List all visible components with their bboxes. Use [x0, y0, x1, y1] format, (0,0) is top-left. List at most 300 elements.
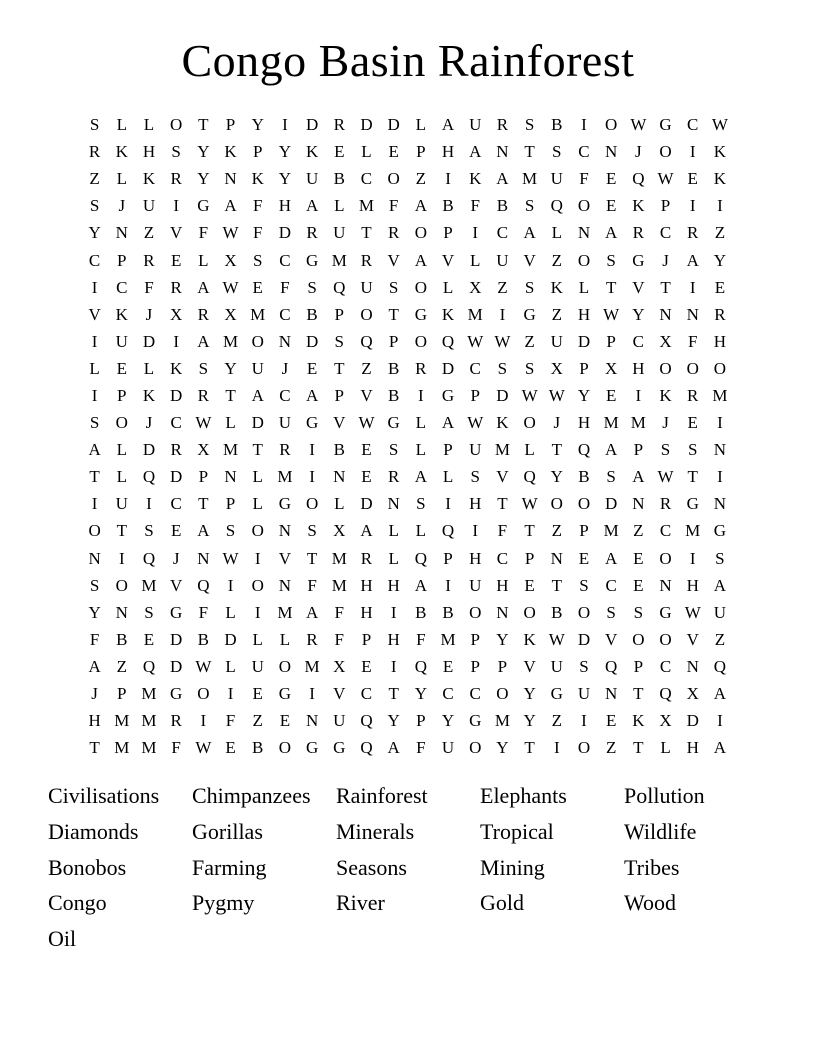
grid-letter: K	[251, 169, 264, 189]
grid-letter: A	[605, 548, 618, 568]
grid-letter: R	[387, 467, 400, 487]
grid-letter: R	[306, 223, 318, 243]
grid-letter: I	[445, 169, 451, 189]
grid-letter: J	[662, 250, 669, 270]
grid-letter: K	[170, 358, 183, 378]
grid-letter: S	[524, 196, 535, 216]
grid-letter: G	[170, 684, 183, 704]
grid-letter: E	[225, 738, 236, 758]
grid-letter: R	[687, 223, 699, 243]
grid-letter: Y	[88, 602, 101, 622]
grid-letter: Z	[415, 169, 427, 189]
grid-letter: T	[225, 385, 236, 405]
grid-letter: Q	[441, 521, 455, 541]
grid-letter: L	[225, 602, 236, 622]
grid-letter: G	[469, 711, 482, 731]
grid-letter: B	[252, 738, 264, 758]
grid-letter: C	[578, 142, 590, 162]
grid-letter: R	[415, 358, 427, 378]
grid-letter: Q	[142, 548, 156, 568]
grid-letter: M	[494, 711, 510, 731]
grid-letter: D	[686, 711, 699, 731]
grid-letter: A	[88, 656, 101, 676]
grid-letter: O	[686, 358, 699, 378]
grid-letter: M	[603, 413, 619, 433]
grid-letter: D	[170, 385, 183, 405]
grid-letter: C	[360, 169, 373, 189]
grid-letter: K	[713, 142, 727, 162]
grid-letter: E	[279, 711, 291, 731]
grid-letter: G	[387, 413, 400, 433]
grid-letter: G	[197, 196, 210, 216]
grid-letter: T	[524, 142, 535, 162]
grid-letter: R	[360, 250, 373, 270]
grid-letter: D	[496, 385, 509, 405]
grid-letter: P	[633, 656, 644, 676]
grid-letter: W	[521, 385, 538, 405]
grid-letter: Q	[550, 196, 563, 216]
grid-letter: S	[524, 277, 535, 297]
grid-letter: X	[333, 656, 346, 676]
grid-letter: W	[657, 467, 674, 487]
grid-letter: A	[197, 521, 210, 541]
grid-letter: Q	[605, 656, 618, 676]
grid-letter: G	[278, 494, 292, 514]
grid-letter: S	[307, 521, 317, 541]
grid-letter: R	[333, 115, 345, 135]
grid-letter: Y	[224, 358, 237, 378]
grid-letter: K	[550, 277, 563, 297]
grid-letter: Q	[577, 440, 591, 460]
grid-letter: M	[277, 602, 293, 622]
grid-letter: E	[361, 656, 372, 676]
grid-letter: Z	[551, 521, 562, 541]
grid-letter: X	[550, 358, 563, 378]
grid-letter: O	[659, 358, 672, 378]
grid-letter: E	[442, 656, 454, 676]
grid-letter: I	[717, 196, 723, 216]
grid-letter: B	[551, 602, 563, 622]
grid-letter: K	[632, 196, 645, 216]
grid-letter: J	[118, 196, 126, 216]
grid-letter: S	[497, 358, 508, 378]
grid-letter: F	[687, 331, 698, 351]
grid-letter: P	[606, 331, 616, 351]
grid-letter: W	[358, 413, 375, 433]
word-list-item: Mining	[480, 854, 545, 880]
grid-letter: J	[635, 142, 642, 162]
grid-letter: L	[143, 115, 155, 135]
grid-letter: V	[686, 629, 699, 649]
grid-letter: W	[222, 223, 239, 243]
grid-letter: Z	[551, 711, 562, 731]
grid-letter: T	[198, 494, 209, 514]
grid-letter: S	[388, 277, 399, 297]
grid-letter: E	[306, 358, 318, 378]
grid-letter: H	[441, 142, 455, 162]
grid-letter: G	[305, 413, 319, 433]
grid-letter: P	[361, 629, 372, 649]
word-list-item: Civilisations	[48, 783, 160, 809]
grid-letter: O	[713, 358, 727, 378]
grid-letter: D	[170, 656, 183, 676]
grid-letter: X	[224, 250, 237, 270]
grid-letter: Q	[414, 548, 427, 568]
grid-letter: F	[225, 711, 236, 731]
grid-letter: U	[550, 331, 563, 351]
grid-letter: D	[142, 440, 156, 460]
grid-letter: O	[115, 575, 128, 595]
grid-letter: N	[686, 656, 699, 676]
grid-letter: J	[281, 358, 289, 378]
grid-letter: G	[659, 602, 672, 622]
grid-letter: C	[496, 223, 509, 243]
grid-letter: I	[282, 115, 288, 135]
grid-letter: Z	[714, 629, 726, 649]
grid-letter: L	[252, 629, 263, 649]
grid-letter: S	[579, 575, 589, 595]
grid-letter: Z	[551, 304, 562, 324]
grid-letter: S	[687, 440, 698, 460]
grid-letter: E	[143, 629, 155, 649]
grid-letter: S	[552, 142, 562, 162]
grid-letter: D	[224, 629, 237, 649]
grid-letter: V	[88, 304, 101, 324]
grid-letter: E	[361, 467, 372, 487]
grid-letter: V	[170, 575, 183, 595]
grid-letter: R	[659, 494, 672, 514]
grid-letter: F	[470, 196, 480, 216]
grid-letter: G	[305, 250, 319, 270]
grid-letter: M	[467, 304, 483, 324]
grid-letter: T	[116, 521, 127, 541]
grid-letter: Q	[197, 575, 210, 595]
grid-letter: T	[361, 223, 372, 243]
grid-letter: K	[632, 711, 645, 731]
grid-letter: E	[605, 196, 617, 216]
grid-letter: T	[687, 467, 698, 487]
grid-letter: V	[387, 250, 400, 270]
grid-letter: S	[606, 467, 616, 487]
grid-letter: L	[89, 358, 100, 378]
grid-letter: O	[577, 494, 591, 514]
grid-letter: Y	[632, 304, 645, 324]
grid-letter: I	[689, 142, 696, 162]
grid-letter: Q	[414, 656, 427, 676]
grid-letter: O	[414, 331, 427, 351]
grid-letter: I	[91, 331, 98, 351]
grid-letter: I	[717, 711, 723, 731]
grid-letter: U	[713, 602, 727, 622]
grid-letter: A	[360, 521, 373, 541]
grid-letter: Z	[551, 250, 562, 270]
grid-letter: I	[254, 602, 261, 622]
grid-letter: U	[441, 738, 455, 758]
grid-letter: L	[524, 440, 535, 460]
grid-letter: I	[254, 548, 261, 568]
grid-letter: D	[360, 494, 373, 514]
grid-letter: Q	[142, 467, 156, 487]
grid-letter: H	[88, 711, 101, 731]
word-list-item: Seasons	[336, 854, 407, 880]
grid-letter: P	[388, 331, 399, 351]
grid-letter: S	[252, 250, 263, 270]
grid-letter: A	[605, 440, 618, 460]
grid-letter: A	[197, 277, 210, 297]
grid-letter: S	[660, 440, 671, 460]
grid-letter: R	[687, 385, 699, 405]
grid-letter: X	[224, 304, 237, 324]
grid-letter: L	[442, 277, 454, 297]
grid-letter: C	[469, 358, 481, 378]
grid-letter: M	[331, 575, 347, 595]
grid-letter: S	[579, 656, 589, 676]
grid-letter: Q	[441, 331, 455, 351]
grid-letter: L	[279, 629, 291, 649]
grid-letter: V	[333, 684, 346, 704]
grid-letter: N	[713, 440, 727, 460]
grid-letter: Y	[414, 684, 427, 704]
grid-letter: N	[305, 711, 319, 731]
word-list-item: Elephants	[480, 783, 567, 809]
grid-letter: O	[251, 575, 264, 595]
grid-letter: I	[553, 738, 560, 758]
grid-letter: J	[553, 413, 561, 433]
grid-letter: P	[117, 684, 127, 704]
grid-letter: K	[441, 304, 455, 324]
grid-letter: O	[414, 277, 427, 297]
grid-letter: L	[198, 250, 209, 270]
grid-letter: F	[416, 738, 426, 758]
grid-letter: T	[198, 115, 209, 135]
grid-letter: N	[659, 304, 672, 324]
grid-letter: L	[116, 115, 127, 135]
grid-letter: I	[91, 385, 98, 405]
grid-letter: N	[387, 494, 400, 514]
grid-letter: I	[689, 277, 696, 297]
grid-letter: Q	[713, 656, 727, 676]
grid-letter: F	[198, 602, 209, 622]
word-list	[48, 778, 816, 957]
grid-letter: U	[469, 440, 482, 460]
grid-letter: C	[605, 575, 617, 595]
grid-letter: S	[334, 331, 345, 351]
grid-letter: L	[415, 440, 427, 460]
grid-letter: B	[578, 467, 590, 487]
grid-letter: I	[91, 494, 98, 514]
grid-letter: O	[577, 602, 591, 622]
grid-letter: V	[360, 385, 373, 405]
grid-letter: N	[632, 494, 645, 514]
grid-letter: N	[115, 223, 128, 243]
grid-letter: W	[521, 494, 538, 514]
grid-letter: G	[523, 304, 536, 324]
grid-letter: N	[713, 494, 727, 514]
grid-letter: O	[305, 494, 319, 514]
grid-letter: A	[387, 738, 400, 758]
grid-letter: X	[197, 440, 210, 460]
grid-letter: D	[360, 115, 373, 135]
grid-letter: V	[170, 223, 183, 243]
grid-letter: B	[387, 358, 400, 378]
grid-letter: J	[145, 413, 153, 433]
grid-letter: S	[144, 521, 154, 541]
grid-letter: H	[686, 738, 699, 758]
grid-letter: J	[145, 304, 153, 324]
grid-letter: L	[415, 521, 427, 541]
grid-letter: Z	[524, 331, 535, 351]
grid-letter: W	[494, 331, 511, 351]
grid-letter: S	[606, 250, 616, 270]
grid-letter: S	[225, 521, 236, 541]
grid-letter: O	[278, 738, 292, 758]
grid-letter: L	[225, 656, 236, 676]
grid-letter: P	[633, 440, 644, 460]
grid-letter: U	[333, 223, 346, 243]
grid-letter: O	[605, 115, 618, 135]
grid-letter: O	[251, 331, 264, 351]
grid-letter: O	[577, 738, 591, 758]
grid-letter: C	[659, 521, 672, 541]
grid-letter: M	[277, 467, 293, 487]
grid-letter: I	[472, 521, 479, 541]
grid-letter: U	[550, 656, 563, 676]
grid-letter: P	[334, 385, 345, 405]
grid-letter: A	[632, 467, 645, 487]
grid-letter: T	[89, 738, 100, 758]
grid-letter: D	[441, 358, 455, 378]
grid-letter: O	[115, 413, 128, 433]
grid-letter: E	[605, 385, 617, 405]
grid-letter: W	[467, 413, 484, 433]
grid-letter: H	[360, 602, 373, 622]
grid-letter: Z	[633, 521, 644, 541]
grid-letter: T	[551, 440, 562, 460]
grid-letter: O	[523, 602, 536, 622]
grid-letter: F	[334, 629, 345, 649]
word-list-item: Congo	[48, 890, 107, 916]
grid-letter: I	[227, 684, 234, 704]
grid-letter: M	[685, 521, 701, 541]
grid-letter: E	[524, 575, 535, 595]
grid-letter: H	[686, 575, 699, 595]
grid-letter: C	[632, 331, 645, 351]
grid-letter: R	[387, 223, 400, 243]
grid-letter: I	[472, 223, 479, 243]
grid-letter: I	[689, 548, 696, 568]
grid-letter: N	[278, 575, 292, 595]
grid-letter: P	[497, 656, 508, 676]
word-list-item: Pygmy	[192, 890, 255, 916]
grid-letter: T	[633, 684, 644, 704]
grid-letter: N	[224, 467, 237, 487]
grid-letter: K	[496, 413, 509, 433]
grid-letter: Z	[143, 223, 155, 243]
grid-letter: T	[388, 684, 399, 704]
grid-letter: P	[470, 629, 480, 649]
grid-letter: H	[278, 196, 292, 216]
grid-letter: A	[251, 385, 264, 405]
word-list-item: Wildlife	[624, 818, 697, 844]
word-list-item: Gorillas	[192, 818, 263, 844]
grid-letter: O	[251, 521, 264, 541]
grid-letter: O	[469, 738, 482, 758]
grid-letter: Y	[496, 629, 509, 649]
grid-letter: P	[443, 440, 453, 460]
grid-letter: T	[633, 738, 644, 758]
grid-letter: R	[197, 304, 210, 324]
grid-letter: V	[605, 629, 618, 649]
grid-letter: U	[333, 711, 346, 731]
grid-letter: N	[496, 142, 509, 162]
grid-letter: I	[173, 331, 179, 351]
grid-letter: L	[551, 223, 562, 243]
grid-letter: W	[195, 738, 212, 758]
grid-letter: K	[224, 142, 237, 162]
grid-letter: S	[144, 602, 154, 622]
grid-letter: A	[224, 196, 237, 216]
grid-letter: U	[469, 115, 482, 135]
grid-letter: I	[200, 711, 207, 731]
grid-letter: G	[305, 738, 319, 758]
grid-letter: P	[470, 385, 480, 405]
grid-letter: E	[633, 548, 644, 568]
grid-letter: U	[469, 575, 482, 595]
grid-letter: A	[713, 684, 727, 704]
grid-letter: A	[414, 575, 427, 595]
grid-letter: U	[142, 196, 156, 216]
grid-letter: N	[224, 169, 237, 189]
grid-letter: P	[117, 250, 127, 270]
grid-letter: Y	[387, 711, 400, 731]
grid-letter: B	[197, 629, 210, 649]
grid-letter: C	[687, 115, 699, 135]
grid-letter: O	[659, 142, 672, 162]
grid-letter: O	[659, 548, 672, 568]
grid-letter: N	[278, 331, 292, 351]
grid-letter: F	[89, 629, 100, 649]
grid-letter: E	[116, 358, 127, 378]
grid-letter: I	[581, 711, 587, 731]
grid-letter: N	[115, 602, 128, 622]
grid-letter: C	[442, 684, 454, 704]
grid-letter: O	[469, 602, 482, 622]
grid-letter: P	[416, 142, 426, 162]
grid-letter: W	[195, 413, 212, 433]
grid-letter: L	[388, 548, 399, 568]
grid-letter: B	[387, 385, 400, 405]
grid-letter: F	[171, 738, 181, 758]
grid-letter: R	[714, 304, 726, 324]
grid-letter: U	[278, 413, 292, 433]
grid-letter: Z	[497, 277, 508, 297]
grid-letter: J	[662, 413, 669, 433]
grid-letter: V	[278, 548, 292, 568]
grid-letter: X	[333, 521, 346, 541]
grid-letter: Y	[550, 467, 563, 487]
grid-letter: E	[605, 711, 617, 731]
word-list-item: Diamonds	[48, 818, 139, 844]
grid-letter: K	[305, 142, 319, 162]
grid-letter: W	[630, 115, 647, 135]
grid-letter: B	[116, 629, 128, 649]
grid-letter: H	[387, 629, 400, 649]
grid-letter: E	[252, 684, 263, 704]
grid-letter: K	[115, 304, 128, 324]
grid-letter: G	[441, 385, 455, 405]
grid-letter: A	[414, 196, 427, 216]
grid-letter: B	[442, 602, 454, 622]
